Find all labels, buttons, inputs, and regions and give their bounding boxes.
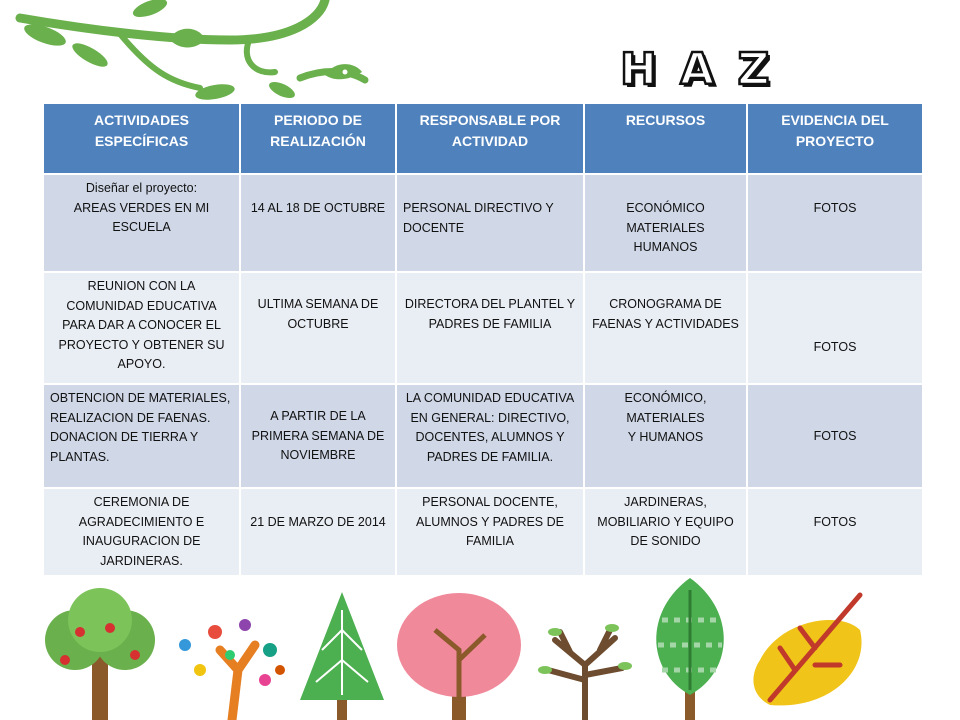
pine-tree-icon bbox=[300, 592, 384, 720]
cell-line: JARDINERAS, MOBILIARIO Y EQUIPO DE SONIDO bbox=[597, 495, 734, 548]
cell-line: CEREMONIA DE AGRADECIMIENTO E INAUGURACION DE JARDINERAS. bbox=[78, 495, 205, 568]
cell-responsable: PERSONAL DOCENTE, ALUMNOS Y PADRES DE FAMILIA bbox=[396, 488, 584, 576]
table-row bbox=[44, 174, 923, 272]
cell-line: ECONÓMICO, bbox=[624, 391, 707, 405]
cell-actividad bbox=[44, 272, 240, 384]
cell-line: OBTENCION DE MATERIALES, REALIZACION DE FAENAS. DONACION DE TIERRA Y PLANTAS. bbox=[50, 391, 231, 464]
cell-actividad bbox=[44, 384, 240, 488]
cell-line: REUNION CON LA COMUNIDAD EDUCATIVA PARA DAR A CONOCER EL PROYECTO Y OBTENER SU APOYO. bbox=[58, 279, 225, 371]
pink-tree-icon bbox=[397, 593, 521, 720]
table-header-row bbox=[44, 104, 923, 174]
cell-line: AREAS VERDES EN MI ESCUELA bbox=[73, 200, 210, 234]
cell-evidencia: FOTOS bbox=[747, 272, 923, 384]
cell-recursos bbox=[584, 384, 747, 488]
cell-line: MATERIALES bbox=[626, 410, 705, 425]
cell-responsable: LA COMUNIDAD EDUCATIVA EN GENERAL: DIRECTIVO, DOCENTES, ALUMNOS Y PADRES DE FAMILIA. bbox=[396, 384, 584, 488]
header-responsable: RESPONSABLE POR ACTIVIDAD bbox=[396, 104, 584, 174]
cell-line: ECONÓMICO bbox=[626, 201, 705, 215]
dotted-tree-icon bbox=[179, 619, 285, 720]
cell-evidencia: FOTOS bbox=[747, 384, 923, 488]
vine-icon bbox=[0, 0, 400, 110]
cell-periodo: A PARTIR DE LA PRIMERA SEMANA DE NOVIEMBRE bbox=[240, 384, 396, 488]
cell-periodo: 21 DE MARZO DE 2014 bbox=[240, 488, 396, 576]
cell-responsable: DIRECTORA DEL PLANTEL Y PADRES DE FAMILIA bbox=[396, 272, 584, 384]
header-periodo: PERIODO DE REALIZACIÓN bbox=[240, 104, 396, 174]
striped-tree-icon bbox=[656, 578, 724, 720]
bare-tree-icon bbox=[538, 624, 632, 720]
cell-evidencia: FOTOS bbox=[747, 488, 923, 576]
cell-line: Y HUMANOS bbox=[627, 430, 704, 444]
header-evidencia: EVIDENCIA DEL PROYECTO bbox=[747, 104, 923, 174]
table-row bbox=[44, 272, 923, 384]
cell-line: CRONOGRAMA DE FAENAS Y ACTIVIDADES bbox=[592, 297, 739, 331]
cell-recursos bbox=[584, 272, 747, 384]
cell-periodo: 14 AL 18 DE OCTUBRE bbox=[240, 174, 396, 272]
cell-actividad bbox=[44, 174, 240, 272]
cell-line: Diseñar el proyecto: bbox=[85, 181, 198, 195]
cell-line: MATERIALES bbox=[626, 220, 705, 235]
page-title: H A Z bbox=[620, 44, 774, 95]
leaf-icon bbox=[753, 595, 861, 705]
cell-line: HUMANOS bbox=[633, 240, 698, 254]
cell-recursos bbox=[584, 174, 747, 272]
cell-periodo: ULTIMA SEMANA DE OCTUBRE bbox=[240, 272, 396, 384]
cell-responsable: PERSONAL DIRECTIVO Y DOCENTE bbox=[396, 174, 584, 272]
header-actividades: ACTIVIDADES ESPECÍFICAS bbox=[44, 104, 240, 174]
cell-recursos bbox=[584, 488, 747, 576]
header-recursos: RECURSOS bbox=[584, 104, 747, 174]
cell-evidencia: FOTOS bbox=[747, 174, 923, 272]
cell-actividad bbox=[44, 488, 240, 576]
apple-tree-icon bbox=[45, 588, 155, 720]
activities-table bbox=[44, 104, 924, 577]
table-row bbox=[44, 384, 923, 488]
table-row bbox=[44, 488, 923, 576]
